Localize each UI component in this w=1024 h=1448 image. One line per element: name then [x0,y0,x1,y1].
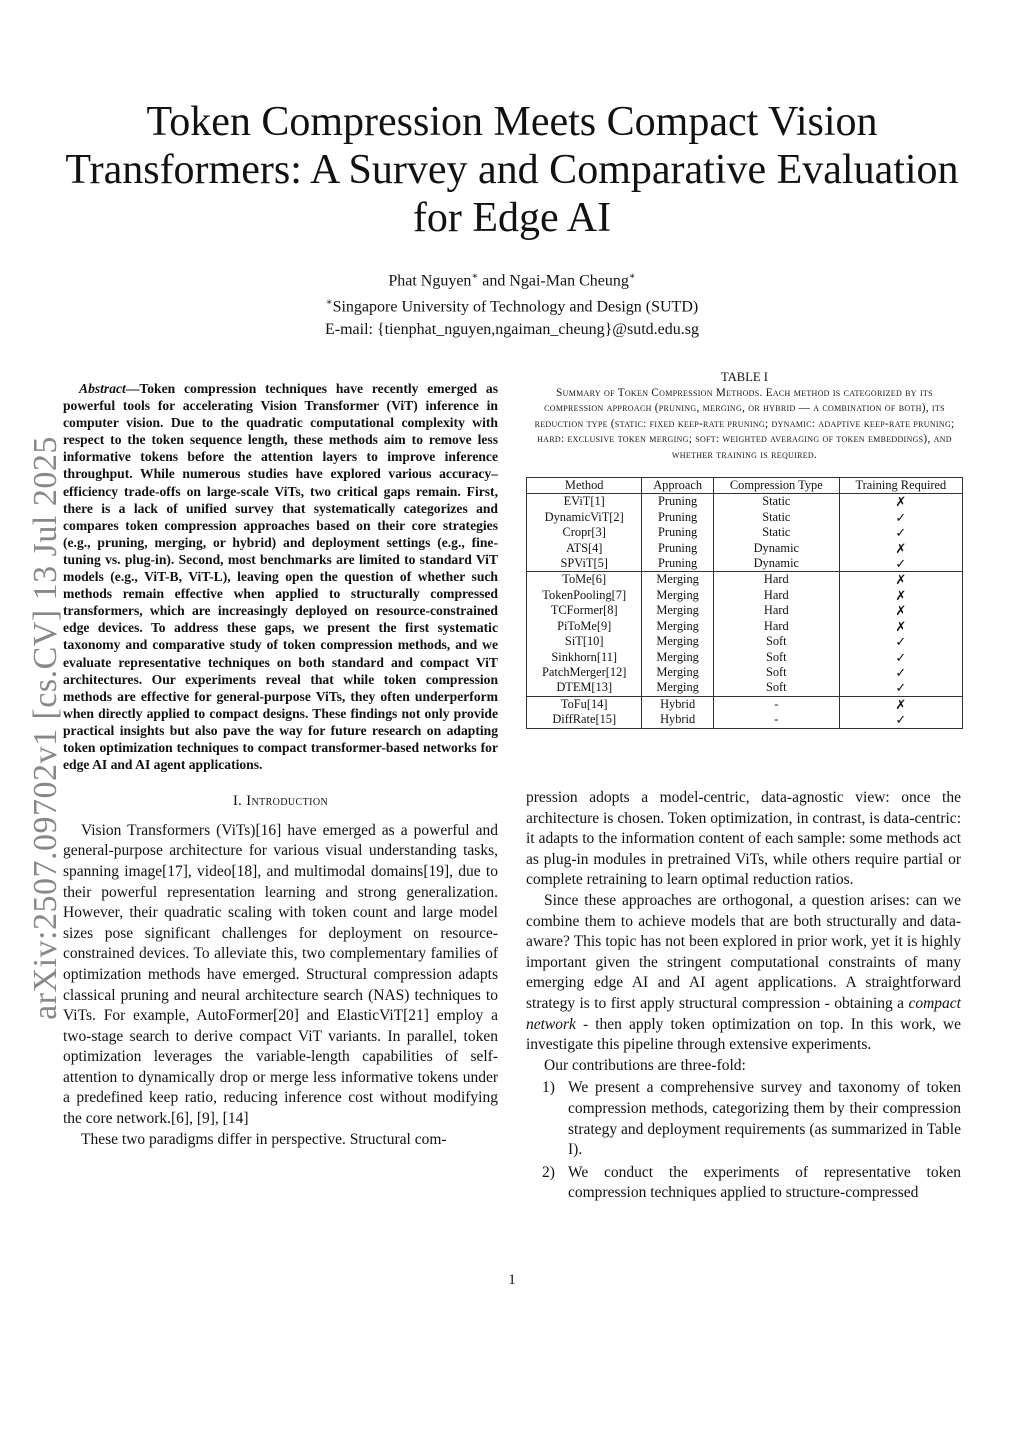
page-number: 1 [508,1272,516,1288]
table-row [527,619,963,634]
training-cell: ✓ [839,634,962,649]
approach-cell: Merging [642,603,713,618]
training-cell: ✗ [839,696,962,712]
table-row [527,603,963,618]
author-names [112,266,912,292]
contribution-list [526,1078,961,1204]
abstract [63,380,498,773]
type-cell: - [713,712,839,728]
table-row [527,572,963,588]
affiliation-marker: ∗ [325,297,333,309]
author-name: Phat Nguyen [388,272,472,290]
type-cell: Hard [713,619,839,634]
table-row [527,634,963,649]
training-cell: ✗ [839,588,962,603]
training-cell: ✗ [839,494,962,510]
type-cell: Hard [713,588,839,603]
training-cell: ✓ [839,556,962,572]
table-row [527,494,963,510]
author-block [112,266,912,341]
type-cell: Soft [713,634,839,649]
type-cell: Static [713,525,839,540]
list-number: 1) [542,1079,555,1097]
author-name: Ngai-Man Cheung [509,272,629,290]
method-cell: SPViT[5] [527,556,642,572]
type-cell: Hard [713,603,839,618]
column-header: Training Required [839,478,962,494]
paragraph [526,891,961,1056]
column-header: Method [527,478,642,494]
training-cell: ✗ [839,619,962,634]
approach-cell: Merging [642,572,713,588]
table-block [526,370,963,729]
abstract-text: Token compression techniques have recently emerged as powerful tools for accelerating Vision Transformer (ViT) inference in computer vision. Due to the quadratic computational complexity with respect to the token sequence length, these methods aim to remove less informative tokens before the attention layers to improve inference throughput. While numerous studies have explored various accuracy–efficiency trade-offs on large-scale ViTs, two critical gaps remain. First, there is a lack of unified survey that systematically categorizes and compares token compression approaches based on their core strategies (e.g., pruning, merging, or hybrid) and deployment settings (e.g., fine-tuning vs. plug-in). Second, most benchmarks are limited to standard ViT models (e.g., ViT-B, ViT-L), leaving open the question of whether such methods remain effective when applied to structurally compressed transformers, which are increasingly deployed on resource-constrained edge devices. To address these gaps, we present the first systematic taxonomy and comparative study of token compression methods, and we evaluate representative techniques on both standard and compact ViT architectures. Our experiments reveal that while token compression methods are effective for general-purpose ViTs, they often underperform when directly applied to compact designs. These findings not only provide practical insights but also pave the way for future research on adapting token optimization techniques to compact transformer-based networks for edge AI and AI agent applications. [63,381,498,773]
table-row [527,556,963,572]
training-cell: ✓ [839,525,962,540]
author-conjunction: and [482,272,506,290]
paragraph: These two paradigms differ in perspective. Structural com- [81,1130,447,1148]
approach-cell: Pruning [642,494,713,510]
type-cell: Soft [713,650,839,665]
training-cell: ✓ [839,712,962,728]
title-line: Transformers: A Survey and Comparative Evaluation [65,147,959,193]
training-cell: ✓ [839,650,962,665]
list-item [526,1078,961,1160]
list-item-text: We conduct the experiments of representative token compression techniques applied to structure-compressed [568,1163,961,1202]
method-cell: ATS[4] [527,541,642,556]
list-item-text: We present a comprehensive survey and taxonomy of token compression methods, categorizing them by their compression strategy and deployment requirements (as summarized in Table I). [568,1079,961,1159]
left-column [63,380,498,1150]
emphasis-text: compact network [526,994,961,1033]
method-cell: ToMe[6] [527,572,642,588]
table-row [527,696,963,712]
paragraph: Vision Transformers (ViTs)[16] have emerged as a powerful and general-purpose architecture for various visual understanding tasks, spanning image[17], video[18], and multimodal domains[19], due to their powerful representation learning and strong generalization. However, their quadratic scaling with token count and large model sizes pose significant challenges for deployment on resource-constrained devices. To alleviate this, two complementary families of optimization methods have emerged. Structural compression adapts classical pruning and neural architecture search (NAS) techniques to ViTs. For example, AutoFormer[20] and ElasticViT[21] employ a two-stage search to derive compact ViT variants. In parallel, token optimization leverages the variable-length capabilities of self-attention to dynamically drop or merge less informative tokens under a predefined keep ratio, reducing inference cost without modifying the core network.[6], [9], [14] [63,821,498,1128]
table-row [527,510,963,525]
paragraph-text: - then apply token optimization on top. In this work, we investigate this pipeline through extensive experiments. [526,1015,961,1054]
method-cell: TokenPooling[7] [527,588,642,603]
method-cell: TCFormer[8] [527,603,642,618]
method-cell: SiT[10] [527,634,642,649]
method-cell: DTEM[13] [527,680,642,696]
paragraph-text: Since these approaches are orthogonal, a question arises: can we combine them to achieve models that are both structurally and data-aware? This topic has not been explored in prior work, yet it is highly important given the stringent computational constraints of many emerging edge AI and AI agent applications. A straightforward strategy is to first apply structural compression - obtaining a [526,891,961,1012]
training-cell: ✗ [839,541,962,556]
approach-cell: Pruning [642,510,713,525]
approach-cell: Merging [642,650,713,665]
type-cell: - [713,696,839,712]
abstract-label: Abstract [79,381,126,396]
approach-cell: Pruning [642,556,713,572]
table-caption: Summary of Token Compression Methods. Each method is categorized by its compression approach (pruning, merging, or hybrid — a combination of both), its reduction type (static: fixed keep-rate pruning; dynamic: adaptive keep-rate pruning; hard: exclusive token merging; soft: weighted averaging of token embeddings), and whether training is required. [534,387,955,461]
type-cell: Static [713,494,839,510]
approach-cell: Hybrid [642,712,713,728]
title-line: Token Compression Meets Compact Vision [146,99,878,145]
approach-cell: Merging [642,665,713,680]
table-header-row [527,478,963,494]
training-cell: ✓ [839,680,962,696]
affiliation [112,292,912,318]
paper-title [40,98,984,242]
abstract-dash: — [125,381,140,396]
paragraph: pression adopts a model-centric, data-agnostic view: once the architecture is chosen. Token optimization, in contrast, is data-centric: it adapts to the information content of each sample: some methods act as plug-in modules in pretrained ViTs, while others require partial or complete retraining to learn optimal reduction ratios. [526,789,961,889]
method-cell: Sinkhorn[11] [527,650,642,665]
approach-cell: Pruning [642,525,713,540]
type-cell: Static [713,510,839,525]
title-line: for Edge AI [412,195,612,241]
affiliation-text: Singapore University of Technology and Design (SUTD) [332,298,699,316]
column-header: Compression Type [713,478,839,494]
table-row [527,650,963,665]
type-cell: Soft [713,665,839,680]
method-cell: EViT[1] [527,494,642,510]
method-cell: Cropr[3] [527,525,642,540]
approach-cell: Merging [642,680,713,696]
type-cell: Hard [713,572,839,588]
training-cell: ✗ [839,572,962,588]
approach-cell: Hybrid [642,696,713,712]
approach-cell: Merging [642,588,713,603]
affiliation-marker: ∗ [471,271,479,282]
type-cell: Dynamic [713,541,839,556]
type-cell: Soft [713,680,839,696]
paragraph: Our contributions are three-fold: [544,1056,746,1074]
method-cell: ToFu[14] [527,696,642,712]
list-item [526,1163,961,1204]
table-row [527,525,963,540]
section-heading: I. Introduction [232,793,329,810]
methods-table [526,477,963,729]
affiliation-marker: ∗ [628,271,636,282]
approach-cell: Merging [642,634,713,649]
method-cell: PatchMerger[12] [527,665,642,680]
training-cell: ✓ [839,510,962,525]
training-cell: ✗ [839,603,962,618]
list-number: 2) [542,1163,555,1181]
table-row [527,712,963,728]
column-header: Approach [642,478,713,494]
method-cell: DiffRate[15] [527,712,642,728]
training-cell: ✓ [839,665,962,680]
method-cell: DynamicViT[2] [527,510,642,525]
approach-cell: Merging [642,619,713,634]
approach-cell: Pruning [642,541,713,556]
right-column [526,788,961,1204]
table-row [527,588,963,603]
email: E-mail: {tienphat_nguyen,ngaiman_cheung}@sutd.edu.sg [324,320,699,338]
method-cell: PiToMe[9] [527,619,642,634]
type-cell: Dynamic [713,556,839,572]
table-row [527,680,963,696]
arxiv-stamp: arXiv:2507.09702v1 [cs.CV] 13 Jul 2025 [27,436,64,1020]
table-row [527,665,963,680]
table-label: TABLE I [721,370,768,384]
table-row [527,541,963,556]
